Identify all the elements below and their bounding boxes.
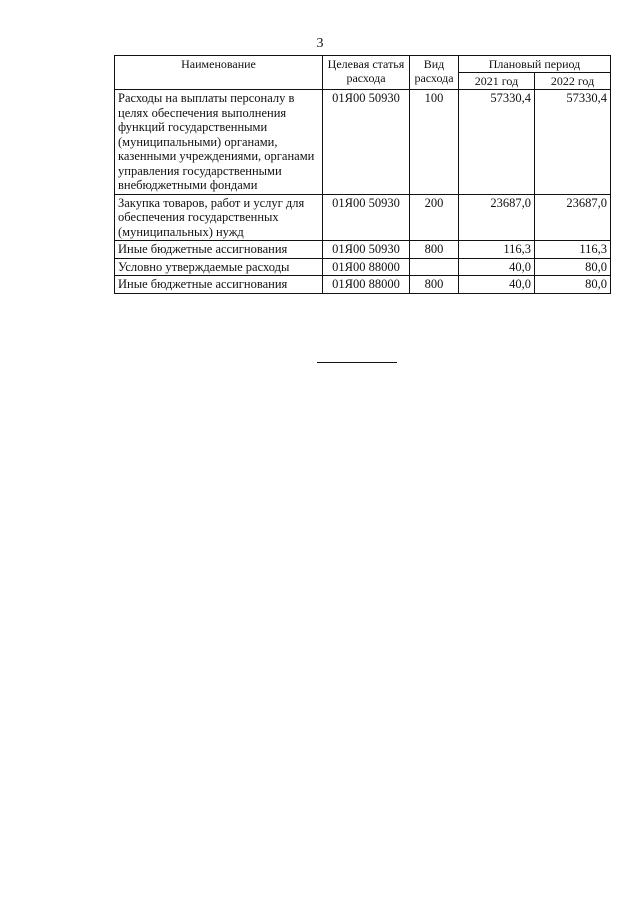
row-name: Иные бюджетные ассигнования [115, 241, 323, 259]
row-2022: 116,3 [535, 241, 611, 259]
row-name: Закупка товаров, работ и услуг для обеспечения государственных (муниципальных) нужд [115, 194, 323, 241]
row-kind [410, 258, 459, 276]
header-planning-period: Плановый период [459, 56, 611, 73]
header-year-2022: 2022 год [535, 73, 611, 90]
row-2021: 40,0 [459, 276, 535, 294]
row-code: 01Я00 88000 [323, 276, 410, 294]
row-2022: 80,0 [535, 258, 611, 276]
table-row [115, 90, 611, 195]
row-2021: 40,0 [459, 258, 535, 276]
row-name: Иные бюджетные ассигнования [115, 276, 323, 294]
row-2022: 80,0 [535, 276, 611, 294]
header-row [115, 56, 611, 73]
row-code: 01Я00 50930 [323, 194, 410, 241]
end-divider-line [317, 362, 397, 363]
row-kind: 800 [410, 276, 459, 294]
header-target-article: Целевая статья расхода [323, 56, 410, 90]
table-row [115, 194, 611, 241]
row-code: 01Я00 50930 [323, 90, 410, 195]
header-year-2021: 2021 год [459, 73, 535, 90]
table-row [115, 241, 611, 259]
row-2021: 57330,4 [459, 90, 535, 195]
row-kind: 100 [410, 90, 459, 195]
row-code: 01Я00 88000 [323, 258, 410, 276]
row-code: 01Я00 50930 [323, 241, 410, 259]
row-2022: 57330,4 [535, 90, 611, 195]
row-2021: 23687,0 [459, 194, 535, 241]
budget-table [114, 55, 611, 294]
table-header [115, 56, 611, 90]
row-name: Условно утверждаемые расходы [115, 258, 323, 276]
row-name: Расходы на выплаты персоналу в целях обеспечения выполнения функций государственными (муниципальными) органами, казенными учреждениями, органами управления государственными внебюджетными фондами [115, 90, 323, 195]
row-2022: 23687,0 [535, 194, 611, 241]
row-kind: 800 [410, 241, 459, 259]
page-number: 3 [316, 36, 324, 51]
row-2021: 116,3 [459, 241, 535, 259]
header-expense-type: Вид расхода [410, 56, 459, 90]
table-row [115, 276, 611, 294]
row-kind: 200 [410, 194, 459, 241]
header-name: Наименование [115, 56, 323, 90]
table-body [115, 90, 611, 294]
table-row [115, 258, 611, 276]
